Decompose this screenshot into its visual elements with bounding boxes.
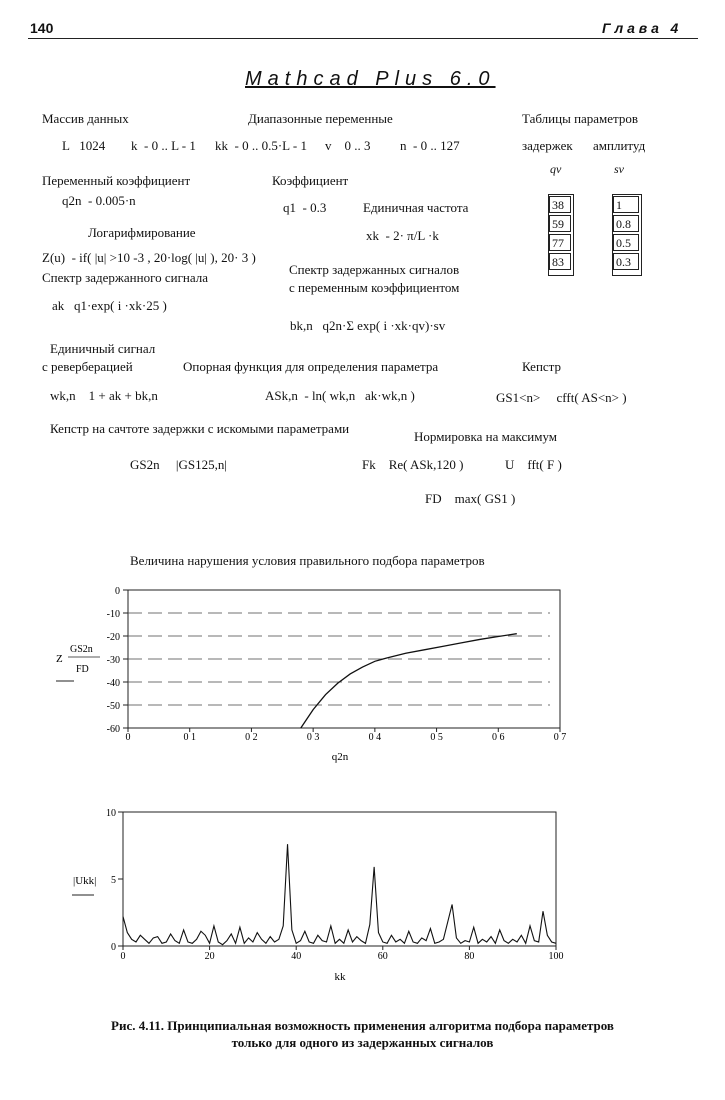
table-q-header: qv	[550, 162, 562, 176]
formula-L: L 1024	[62, 138, 106, 153]
chart1-xtick-label: 0 7	[553, 732, 567, 743]
chart1-ytick-label: 0	[115, 586, 120, 597]
chart1-xtick-label: 0 1	[183, 732, 196, 743]
formula-GS1: GS1<n> cfft( AS<n> )	[496, 390, 627, 405]
formula-q2: q2n ‑ 0.005·n	[62, 193, 136, 208]
label-log: Логарифмирование	[88, 225, 196, 240]
chart1-ytick-label: -20	[106, 632, 120, 643]
chart1-ylabel-num: GS2n	[70, 644, 93, 655]
table-s-cell: 0.3	[613, 253, 639, 270]
label-unit-signal-1: Единичный сигнал	[50, 341, 156, 356]
chart1-xtick-label: 0 5	[430, 732, 443, 743]
chart1-ytick-label: -50	[106, 701, 120, 712]
table-q-cell: 59	[549, 215, 571, 232]
label-normalize: Нормировка на максимум	[414, 429, 558, 444]
chart1-xtick-label: 0	[125, 732, 131, 743]
table-q-cell: 83	[549, 253, 571, 270]
chart2-series-line	[123, 844, 556, 945]
formula-q1: q1 ‑ 0.3	[283, 200, 327, 215]
label-amplitudes: амплитуд	[593, 138, 646, 153]
chart1-ylabel-den: FD	[76, 664, 89, 675]
formula-kk: kk ‑ 0 .. 0.5·L ‑ 1	[215, 138, 307, 153]
table-s-cell: 0.8	[613, 215, 639, 232]
page-number: 140	[30, 20, 54, 36]
label-delayed-spectrum: Спектр задержанного сигнала	[42, 270, 209, 285]
label-delayed-spectra-1: Спектр задержанных сигналов	[289, 262, 460, 277]
table-q-cell: 77	[549, 234, 571, 251]
chart2-xtick-label: 40	[291, 951, 302, 962]
label-range-vars: Диапазонные переменные	[248, 111, 393, 126]
chart1-ytick-label: -10	[106, 609, 120, 620]
formula-k: k ‑ 0 .. L ‑ 1	[131, 138, 196, 153]
chart1-xtick-label: 0 6	[492, 732, 505, 743]
formula-FD: FD max( GS1 )	[425, 491, 516, 506]
chart2-xlabel: kk	[334, 971, 346, 983]
figure-caption-2: только для одного из задержанных сигналов	[231, 1035, 494, 1050]
figure-caption-1: Рис. 4.11. Принципиальная возможность применения алгоритма подбора параметров	[111, 1018, 614, 1033]
chart1-xtick-label: 0 4	[368, 732, 382, 743]
chart1-xtick-label: 0 3	[306, 732, 320, 743]
label-coef: Коэффициент	[272, 173, 349, 188]
label-param-tables: Таблицы параметров	[522, 111, 639, 126]
chart1-xtick-label: 0 2	[245, 732, 258, 743]
chart1-ytick-label: -60	[106, 724, 120, 735]
formula-n: n ‑ 0 .. 127	[400, 138, 460, 153]
chart1-ytick-label: -30	[106, 655, 120, 666]
chart1-title: Величина нарушения условия правильного подбора параметров	[130, 553, 485, 568]
chart2-xtick-label: 60	[377, 951, 388, 962]
chart1-xlabel: q2n	[331, 751, 349, 763]
label-ref-func: Опорная функция для определения параметра	[183, 359, 439, 374]
table-q-cell: 38	[549, 196, 571, 213]
formula-U: U fft( F )	[505, 457, 562, 472]
chart2-frame	[123, 812, 556, 946]
label-cepstrum: Кепстр	[522, 359, 562, 374]
table-s-header: sv	[614, 162, 624, 176]
table-s-cell: 0.5	[613, 234, 639, 251]
label-delayed-spectra-2: с переменным коэффициентом	[289, 280, 460, 295]
label-unit-freq: Единичная частота	[363, 200, 469, 215]
label-data-array: Массив данных	[42, 111, 129, 126]
chart2-ytick-label: 0	[111, 942, 116, 953]
formula-v: v 0 .. 3	[325, 138, 371, 153]
chart2-ylabel: |Ukk|	[73, 875, 97, 887]
chart2-xtick-label: 80	[464, 951, 475, 962]
chapter-title: Г л а в а 4	[602, 20, 679, 36]
formula-b: bk,n q2n·Σ exp( i ·xk·qv)·sv	[290, 318, 446, 333]
label-cepstrum-delay: Кепстр на сачтоте задержки с искомыми параметрами	[50, 421, 350, 436]
chart2-xtick-label: 100	[548, 951, 564, 962]
formula-F: Fk Re( ASk,120 )	[362, 457, 464, 472]
chart2-xtick-label: 0	[120, 951, 126, 962]
formula-Z: Z(u) ‑ if( |u| >10 ‑3 , 20·log( |u| ), 20· 3 )	[42, 250, 256, 265]
chart2-ytick-label: 5	[111, 875, 116, 886]
chart1-ytick-label: -40	[106, 678, 120, 689]
formula-a: ak q1·exp( i ·xk·25 )	[52, 298, 167, 313]
table-s-cell: 1	[613, 196, 639, 213]
chart2-xtick-label: 20	[204, 951, 215, 962]
label-delays: задержек	[522, 138, 573, 153]
formula-w: wk,n 1 + ak + bk,n	[50, 388, 158, 403]
chart2-ytick-label: 10	[106, 808, 116, 819]
formula-x: xk ‑ 2· π/L ·k	[366, 228, 439, 243]
label-unit-signal-2: с реверберацией	[42, 359, 133, 374]
formula-GS2: GS2n |GS125,n|	[130, 457, 227, 472]
label-var-coef: Переменный коэффициент	[42, 173, 191, 188]
formula-AS: ASk,n ‑ ln( wk,n ak·wk,n )	[265, 388, 415, 403]
page-title: Mathcad Plus 6.0	[245, 68, 496, 90]
chart1-ylabel: Z	[56, 653, 63, 665]
